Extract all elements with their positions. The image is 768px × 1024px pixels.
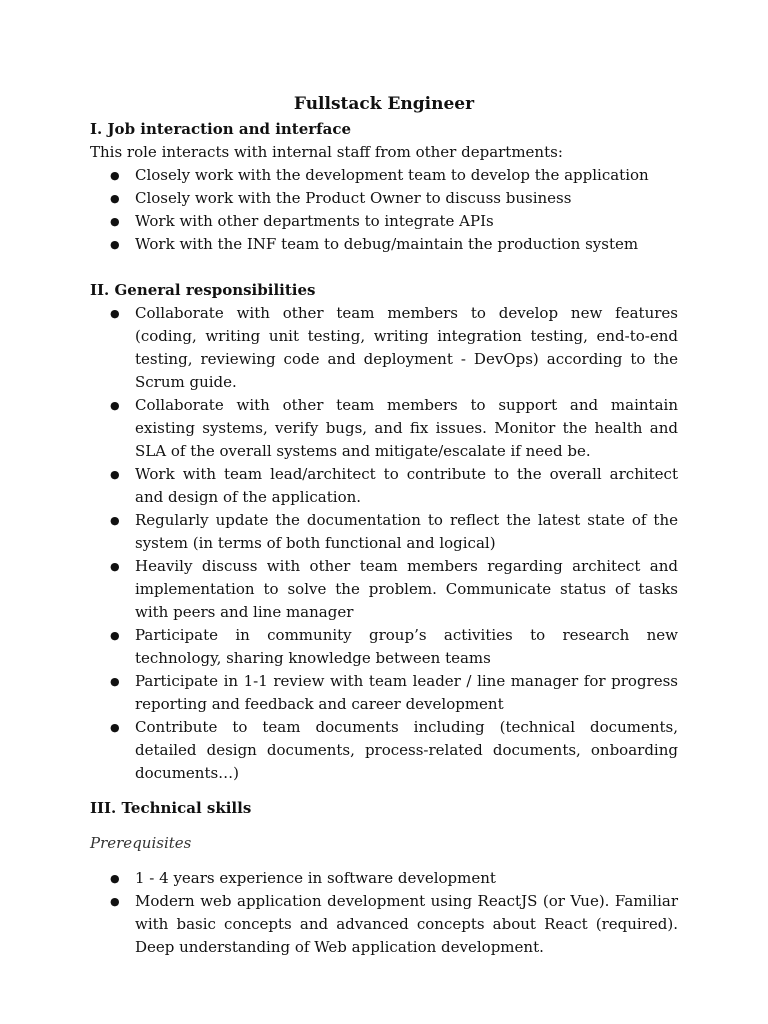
list-item: ● 1 - 4 years experience in software development [90, 867, 678, 890]
spacer [90, 820, 678, 832]
list-item: ● Work with other departments to integrate APIs [90, 210, 678, 233]
document-title: Fullstack Engineer [293, 94, 475, 114]
bullet-icon: ● [110, 238, 120, 251]
bullet-icon: ● [110, 895, 120, 908]
section-heading-technical-skills: III. Technical skills [90, 799, 252, 817]
subheading-prerequisites: Prerequisites [90, 834, 192, 852]
section-intro: This role interacts with internal staff from other departments: [90, 143, 563, 161]
list-item: ● Heavily discuss with other team members regarding architect and implementation to solve the problem. Communicate status of tasks with peers and line manager [110, 557, 678, 621]
list-item: ● Contribute to team documents including (technical documents, detailed design documents, process-related documents, onboarding documents…) [110, 718, 678, 782]
bullet-icon: ● [110, 468, 120, 481]
bullet-icon: ● [110, 629, 120, 642]
bullet-icon: ● [110, 872, 120, 885]
bullet-list-job-interaction [90, 164, 678, 256]
section-heading-general-responsibilities: II. General responsibilities [90, 281, 316, 299]
bullet-icon: ● [110, 675, 120, 688]
bullet-list-technical-skills [90, 867, 678, 959]
section-heading-job-interaction: I. Job interaction and interface [90, 120, 352, 138]
bullet-list-general-responsibilities [90, 302, 678, 785]
list-item: ● Modern web application development using ReactJS (or Vue). Familiar with basic concepts and advanced concepts about React (required). Deep understanding of Web application development. [110, 892, 678, 956]
bullet-icon: ● [110, 560, 120, 573]
bullet-icon: ● [110, 399, 120, 412]
list-item: ● Participate in 1-1 review with team leader / line manager for progress reporting and feedback and career development [110, 672, 678, 713]
list-item: ● Collaborate with other team members to support and maintain existing systems, verify bugs, and fix issues. Monitor the health and SLA of the overall systems and mitigate/escalate if need be. [110, 396, 678, 460]
spacer [90, 256, 678, 279]
spacer [90, 855, 678, 867]
list-item: ● Work with the INF team to debug/maintain the production system [90, 233, 678, 256]
list-item: ● Regularly update the documentation to reflect the latest state of the system (in terms of both functional and logical) [110, 511, 678, 552]
list-item: ● Participate in community group’s activities to research new technology, sharing knowledge between teams [110, 626, 678, 667]
bullet-icon: ● [110, 307, 120, 320]
list-item: ● Collaborate with other team members to develop new features (coding, writing unit testing, writing integration testing, end-to-end testing, reviewing code and deployment - DevOps) according to the Scrum guide. [110, 304, 678, 391]
list-item: ● Closely work with the development team to develop the application [90, 164, 678, 187]
bullet-icon: ● [110, 192, 120, 205]
document-page [90, 92, 678, 959]
list-item: ● Work with team lead/architect to contribute to the overall architect and design of the application. [110, 465, 678, 506]
bullet-icon: ● [110, 514, 120, 527]
bullet-icon: ● [110, 169, 120, 182]
list-item: ● Closely work with the Product Owner to discuss business [90, 187, 678, 210]
bullet-icon: ● [110, 215, 120, 228]
spacer [90, 785, 678, 797]
bullet-icon: ● [110, 721, 120, 734]
